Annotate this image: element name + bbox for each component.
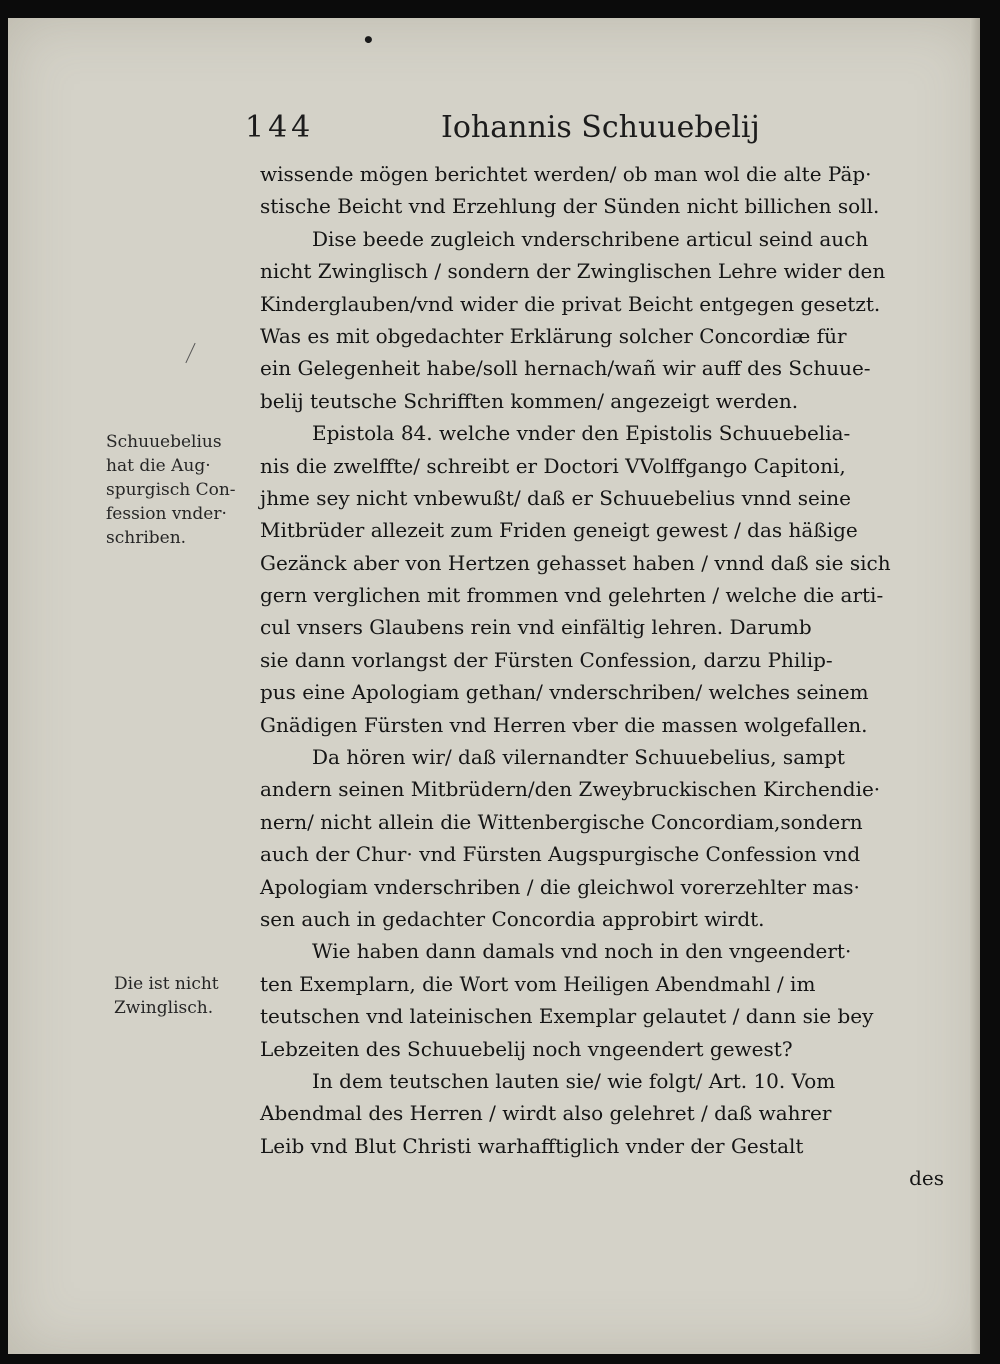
print-mark: •	[362, 28, 375, 52]
running-head: Iohannis Schuuebelij	[441, 110, 760, 145]
margin-note-line: Zwinglisch.	[114, 998, 214, 1018]
text-line: Dise beede zugleich vnderschribene articul seind auch	[312, 226, 869, 251]
text-line: Kinderglauben/vnd wider die privat Beicht entgegen gesetzt.	[260, 291, 881, 316]
body-text	[260, 158, 966, 1195]
text-line: Da hören wir/ daß vilernandter Schuuebelius, sampt	[312, 745, 845, 770]
text-line: Abendmal des Herren / wirdt also gelehret / daß wahrer	[260, 1101, 832, 1126]
text-line: pus eine Apologiam gethan/ vnderschriben/ welches seinem	[260, 680, 869, 705]
text-line: Mitbrüder allezeit zum Friden geneigt gewest / das häßige	[260, 518, 858, 543]
text-line: gern verglichen mit frommen vnd gelehrten / welche die arti-	[260, 583, 884, 608]
margin-note-line: schriben.	[106, 528, 187, 548]
text-line: nern/ nicht allein die Wittenbergische Concordiam,sondern	[260, 809, 863, 834]
margin-note-line: spurgisch Con-	[106, 480, 236, 500]
text-line: Was es mit obgedachter Erklärung solcher Concordiæ für	[260, 323, 847, 348]
text-line: Gnädigen Fürsten vnd Herren vber die massen wolgefallen.	[260, 712, 868, 737]
margin-note-line: Schuuebelius	[106, 432, 222, 452]
text-line: Leib vnd Blut Christi warhafftiglich vnder der Gestalt	[260, 1133, 804, 1158]
text-line: auch der Chur· vnd Fürsten Augspurgische Confession vnd	[260, 842, 861, 867]
text-line: teutschen vnd lateinischen Exemplar gelautet / dann sie bey	[260, 1004, 874, 1029]
margin-note	[106, 430, 236, 550]
book-page	[8, 18, 980, 1354]
margin-note-line: Die ist nicht	[114, 974, 219, 994]
text-line: Wie haben dann damals vnd noch in den vngeendert·	[312, 939, 852, 964]
text-line: nicht Zwinglisch / sondern der Zwinglischen Lehre wider den	[260, 259, 886, 284]
text-line: cul vnsers Glaubens rein vnd einfältig lehren. Darumb	[260, 615, 812, 640]
page-edge	[970, 18, 980, 1354]
text-line: ein Gelegenheit habe/soll hernach/wañ wir auff des Schuue-	[260, 356, 871, 381]
text-line: ten Exemplarn, die Wort vom Heiligen Abendmahl / im	[260, 971, 816, 996]
margin-note-line: fession vnder·	[106, 504, 227, 524]
text-line: andern seinen Mitbrüdern/den Zweybruckischen Kirchendie·	[260, 777, 881, 802]
text-line: Gezänck aber von Hertzen gehasset haben / vnnd daß sie sich	[260, 550, 891, 575]
text-line: jhme sey nicht vnbewußt/ daß er Schuuebelius vnnd seine	[260, 485, 852, 510]
margin-slash-mark	[185, 343, 195, 363]
catchword: des	[909, 1166, 944, 1191]
text-line: sen auch in gedachter Concordia approbirt wirdt.	[260, 906, 765, 931]
text-line: wissende mögen berichtet werden/ ob man wol die alte Päp·	[260, 162, 872, 186]
text-line: Epistola 84. welche vnder den Epistolis Schuuebelia-	[312, 421, 851, 446]
text-line: nis die zwelffte/ schreibt er Doctori VVolffgango Capitoni,	[260, 453, 846, 478]
text-line: Lebzeiten des Schuuebelij noch vngeendert gewest?	[260, 1036, 793, 1061]
text-line: sie dann vorlangst der Fürsten Confession, darzu Philip-	[260, 647, 833, 672]
margin-note	[114, 972, 219, 1020]
margin-note-line: hat die Aug·	[106, 456, 211, 476]
text-line: Apologiam vnderschriben / die gleichwol vorerzehlter mas·	[260, 874, 860, 899]
text-line: stische Beicht vnd Erzehlung der Sünden nicht billichen soll.	[260, 194, 880, 219]
text-line: In dem teutschen lauten sie/ wie folgt/ Art. 10. Vom	[312, 1068, 836, 1093]
page-number: 144	[245, 110, 315, 145]
text-line: belij teutsche Schrifften kommen/ angezeigt werden.	[260, 388, 799, 413]
